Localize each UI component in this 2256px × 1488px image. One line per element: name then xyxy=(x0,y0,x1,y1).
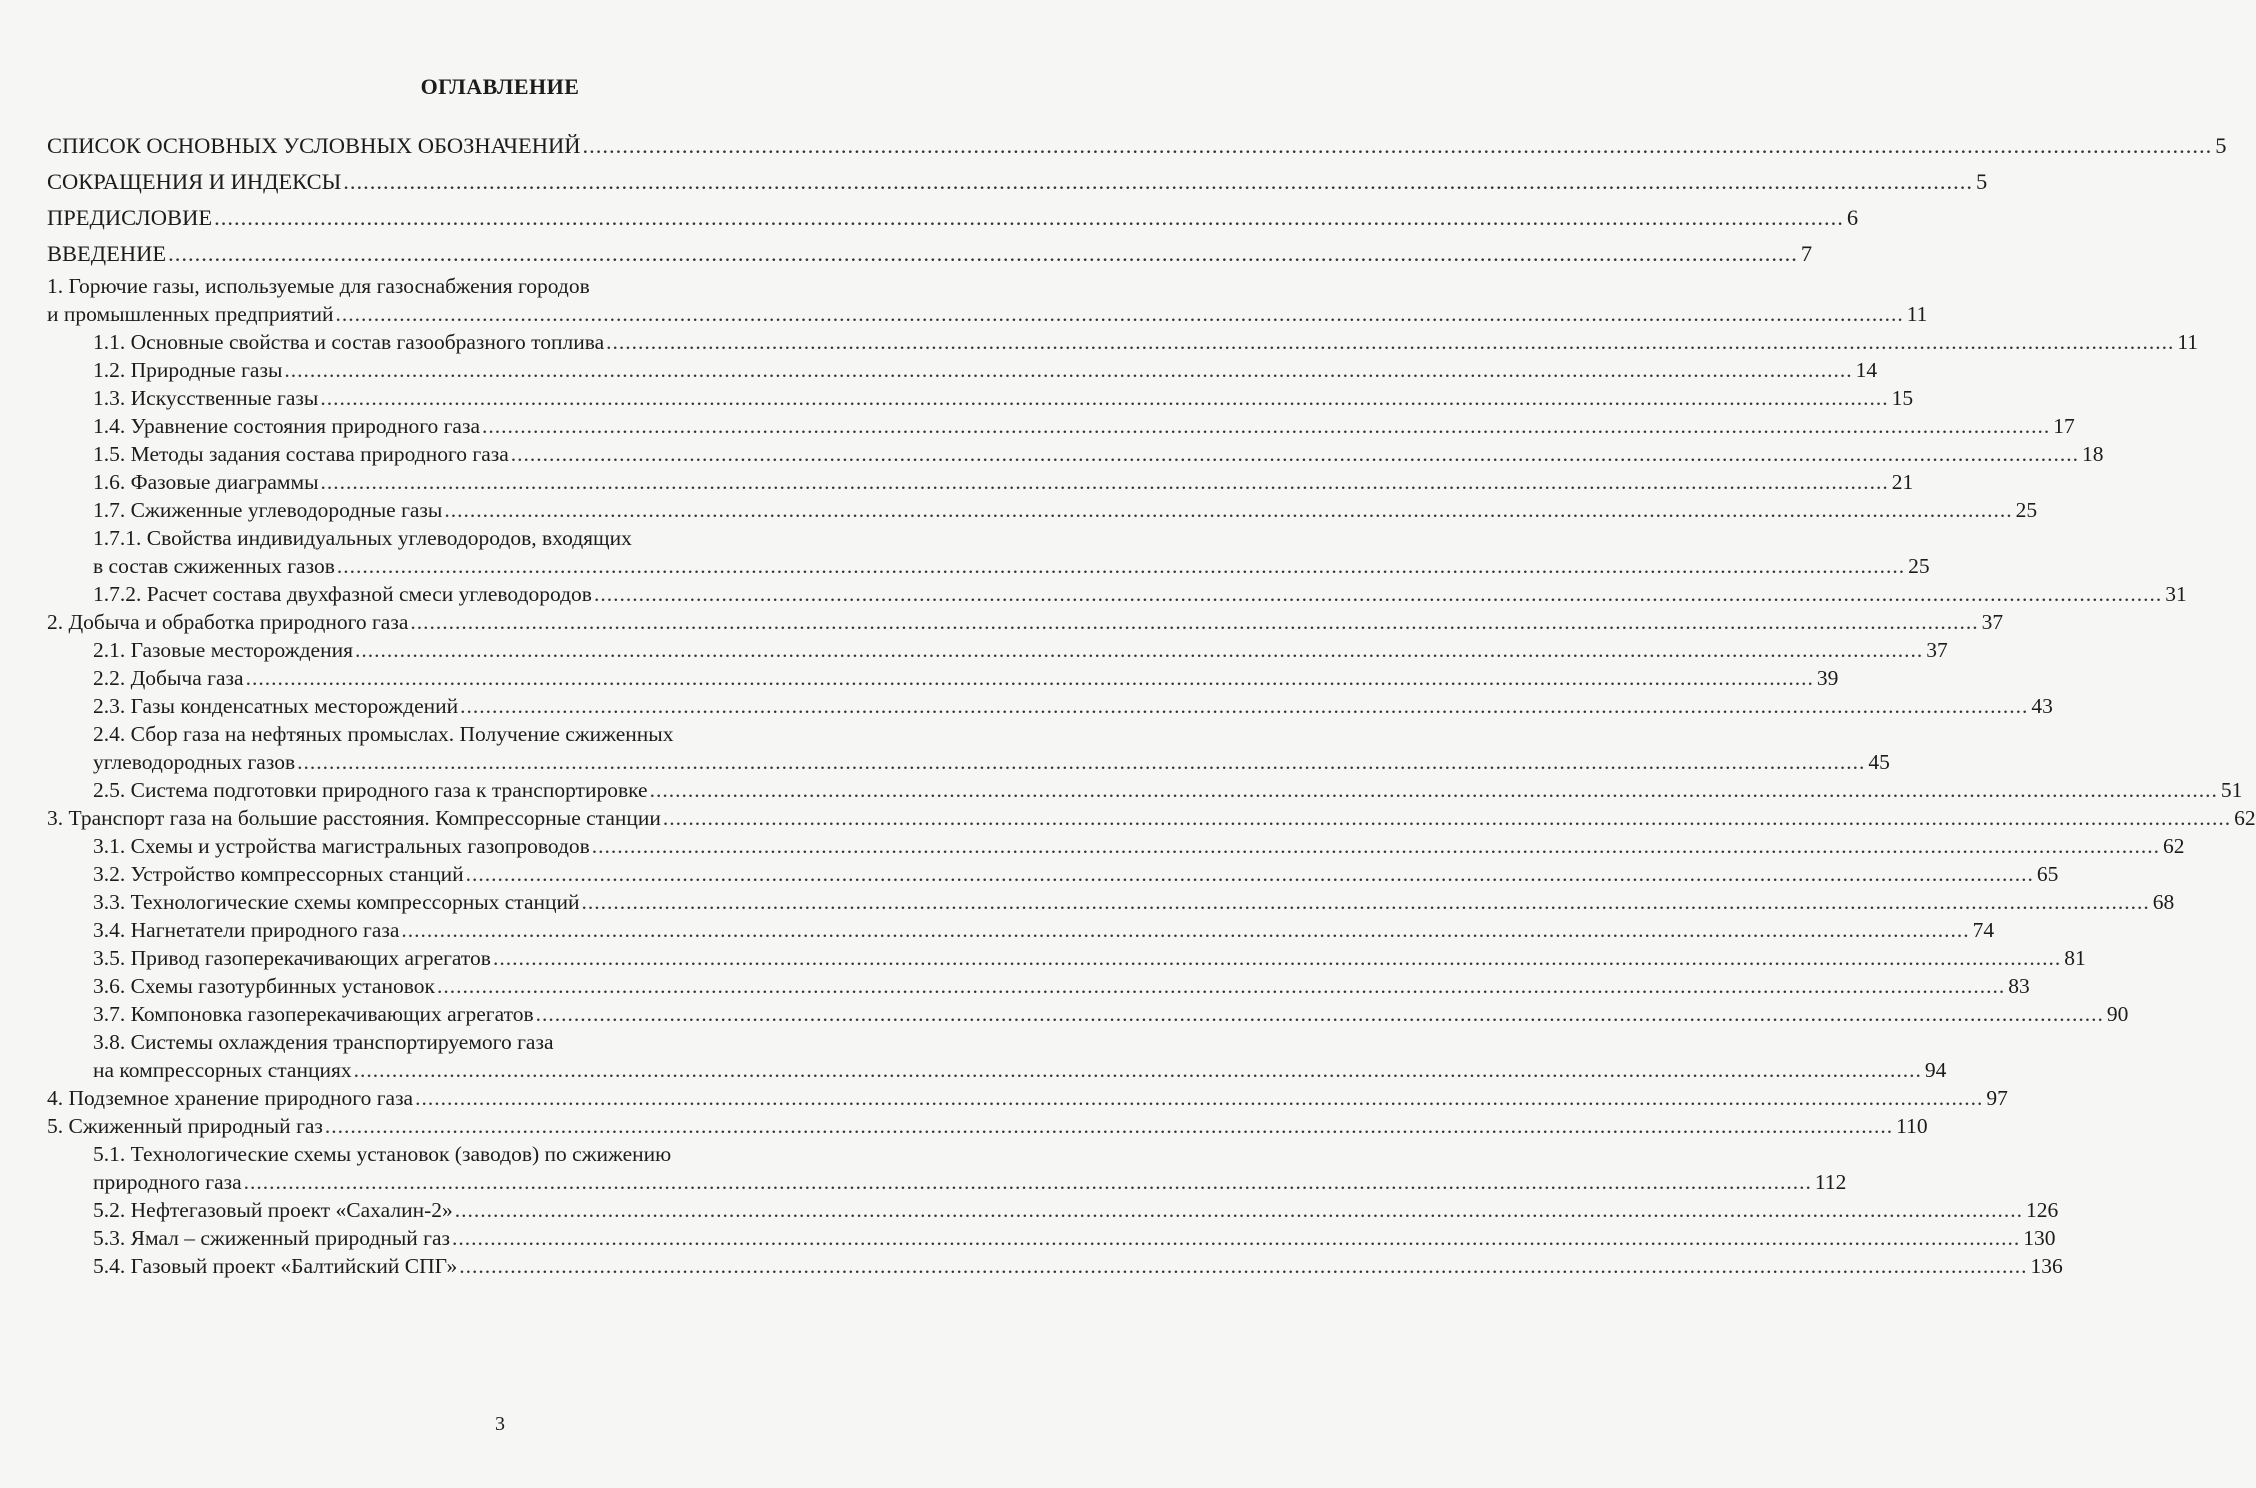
toc-entry[interactable] xyxy=(47,1084,2008,1112)
toc-entry-page: 65 xyxy=(2036,862,2059,886)
dot-leader: ...................................................................................................................................................................................................................................................... xyxy=(320,386,1889,410)
toc-entry-row xyxy=(93,1196,2059,1224)
toc-entry-row xyxy=(47,608,2004,636)
toc-entry[interactable] xyxy=(47,608,2004,636)
toc-entry-row xyxy=(47,300,1928,328)
toc-entry-row xyxy=(93,776,2243,804)
toc-entry-page: 130 xyxy=(2023,1226,2056,1250)
toc-entry-title: 4. Подземное хранение природного газа xyxy=(47,1086,414,1110)
toc-entry-title: 1.1. Основные свойства и состав газообразного топлива xyxy=(93,330,605,354)
toc-entry-page: 37 xyxy=(1981,610,2004,634)
toc-entry[interactable] xyxy=(47,664,1839,692)
toc-entry-row xyxy=(93,496,2038,524)
table-of-contents xyxy=(47,128,2256,1280)
toc-entry-row xyxy=(47,164,1988,200)
toc-entry-row xyxy=(47,1084,2008,1112)
dot-leader: ...................................................................................................................................................................................................................................................... xyxy=(649,778,2218,802)
toc-entry[interactable] xyxy=(47,832,2185,860)
toc-entry[interactable] xyxy=(47,972,2030,1000)
toc-entry[interactable] xyxy=(47,328,2199,356)
dot-leader: ...................................................................................................................................................................................................................................................... xyxy=(353,1058,1922,1082)
toc-entry-row xyxy=(93,944,2086,972)
toc-entry-title: 3.5. Привод газоперекачивающих агрегатов xyxy=(93,946,491,970)
toc-entry-title: углеводородных газов xyxy=(93,750,296,774)
toc-entry-row xyxy=(93,440,2104,468)
toc-entry-page: 97 xyxy=(1986,1086,2008,1110)
toc-entry-row xyxy=(93,356,1878,384)
toc-entry-title: 2.2. Добыча газа xyxy=(93,666,244,690)
toc-entry-row xyxy=(93,1252,2063,1280)
toc-entry-row xyxy=(93,748,1890,776)
dot-leader: ...................................................................................................................................................................................................................................................... xyxy=(482,414,2051,438)
toc-entry-row xyxy=(47,1112,1928,1140)
dot-leader: ...................................................................................................................................................................................................................................................... xyxy=(324,1114,1894,1138)
toc-entry-row xyxy=(47,236,1813,272)
toc-entry[interactable] xyxy=(47,720,1890,776)
dot-leader: ...................................................................................................................................................................................................................................................... xyxy=(297,750,1866,774)
toc-entry-title-line: 5.1. Технологические схемы установок (заводов) по сжижению xyxy=(93,1142,672,1166)
toc-entry-title: 2.5. Система подготовки природного газа к транспортировке xyxy=(93,778,648,802)
toc-entry-row xyxy=(93,552,1930,580)
toc-entry[interactable] xyxy=(47,944,2086,972)
toc-entry-row xyxy=(93,860,2059,888)
toc-entry-title: 3.7. Компоновка газоперекачивающих агрегатов xyxy=(93,1002,534,1026)
dot-leader: ...................................................................................................................................................................................................................................................... xyxy=(581,890,2150,914)
toc-entry-row xyxy=(93,1000,2129,1028)
toc-entry[interactable] xyxy=(47,1028,1947,1084)
dot-leader: ...................................................................................................................................................................................................................................................... xyxy=(510,442,2080,466)
toc-entry[interactable] xyxy=(47,384,1914,412)
toc-entry[interactable] xyxy=(47,636,1948,664)
toc-entry-title: 3.4. Нагнетатели природного газа xyxy=(93,918,400,942)
toc-entry-page: 110 xyxy=(1896,1114,1928,1138)
toc-entry-title: ПРЕДИСЛОВИЕ xyxy=(47,205,213,230)
toc-entry-page: 43 xyxy=(2031,694,2053,718)
toc-entry-page: 15 xyxy=(1891,386,1914,410)
dot-leader: ...................................................................................................................................................................................................................................................... xyxy=(245,666,1814,690)
toc-entry-row xyxy=(93,468,1914,496)
toc-entry[interactable] xyxy=(47,1224,2056,1252)
toc-entry-title-line: 3.8. Системы охлаждения транспортируемого газа xyxy=(93,1030,554,1054)
toc-entry-row xyxy=(47,128,2227,164)
dot-leader: ...................................................................................................................................................................................................................................................... xyxy=(320,470,1889,494)
dot-leader: ...................................................................................................................................................................................................................................................... xyxy=(465,862,2034,886)
dot-leader: ...................................................................................................................................................................................................................................................... xyxy=(593,582,2163,606)
toc-entry[interactable] xyxy=(47,356,1878,384)
toc-entry-title: СОКРАЩЕНИЯ И ИНДЕКСЫ xyxy=(47,169,342,194)
toc-entry[interactable] xyxy=(47,580,2187,608)
toc-entry[interactable] xyxy=(47,776,2243,804)
toc-entry-title: 2. Добыча и обработка природного газа xyxy=(47,610,409,634)
toc-entry-page: 7 xyxy=(1800,241,1813,266)
toc-entry[interactable] xyxy=(47,692,2053,720)
toc-entry-page: 112 xyxy=(1814,1170,1847,1194)
toc-entry-page: 62 xyxy=(2163,834,2185,858)
toc-entry-page: 25 xyxy=(1908,554,1930,578)
toc-entry-row xyxy=(93,888,2175,916)
toc-entry[interactable] xyxy=(47,128,2227,164)
dot-leader: ...................................................................................................................................................................................................................................................... xyxy=(591,834,2161,858)
toc-entry[interactable] xyxy=(47,916,1995,944)
toc-entry-row xyxy=(93,916,1995,944)
toc-entry-row xyxy=(93,1056,1947,1084)
toc-entry-row xyxy=(93,1168,1847,1196)
toc-entry[interactable] xyxy=(47,440,2104,468)
toc-entry-title: 5.4. Газовый проект «Балтийский СПГ» xyxy=(93,1254,458,1278)
toc-entry-title: 1.4. Уравнение состояния природного газа xyxy=(93,414,481,438)
toc-entry-title: 5. Сжиженный природный газ xyxy=(47,1114,323,1138)
toc-entry-page: 90 xyxy=(2106,1002,2129,1026)
toc-entry[interactable] xyxy=(47,468,1914,496)
toc-entry-page: 11 xyxy=(1906,302,1928,326)
dot-leader: ...................................................................................................................................................................................................................................................... xyxy=(460,694,2029,718)
toc-entry-page: 17 xyxy=(2053,414,2075,438)
toc-entry-page: 39 xyxy=(1816,666,1839,690)
toc-entry-title: 1.6. Фазовые диаграммы xyxy=(93,470,319,494)
toc-entry-title: ВВЕДЕНИЕ xyxy=(47,241,167,266)
toc-entry-page: 6 xyxy=(1846,205,1859,230)
dot-leader: ...................................................................................................................................................................................................................................................... xyxy=(492,946,2062,970)
toc-entry-title: 5.2. Нефтегазовый проект «Сахалин-2» xyxy=(93,1198,453,1222)
dot-leader: ...................................................................................................................................................................................................................................................... xyxy=(243,1170,1812,1194)
toc-entry-title: 3. Транспорт газа на большие расстояния. Компрессорные станции xyxy=(47,806,661,830)
toc-entry-page: 62 xyxy=(2234,806,2256,830)
dot-leader: ...................................................................................................................................................................................................................................................... xyxy=(535,1002,2104,1026)
toc-entry-title: 1.2. Природные газы xyxy=(93,358,283,382)
toc-entry[interactable] xyxy=(47,1252,2063,1280)
toc-entry-page: 74 xyxy=(1972,918,1995,942)
toc-entry-page: 25 xyxy=(2015,498,2038,522)
toc-entry-row xyxy=(93,1224,2056,1252)
toc-entry-title: 1.7.2. Расчет состава двухфазной смеси углеводородов xyxy=(93,582,592,606)
toc-entry-title: 5.3. Ямал – сжиженный природный газ xyxy=(93,1226,451,1250)
toc-entry-title: 1.7. Сжиженные углеводородные газы xyxy=(93,498,443,522)
toc-entry[interactable] xyxy=(47,164,1988,200)
toc-entry[interactable] xyxy=(47,200,1859,236)
dot-leader: ...................................................................................................................................................................................................................................................... xyxy=(214,205,1844,230)
dot-leader: ...................................................................................................................................................................................................................................................... xyxy=(343,169,1974,194)
dot-leader: ...................................................................................................................................................................................................................................................... xyxy=(606,330,2175,354)
dot-leader: ...................................................................................................................................................................................................................................................... xyxy=(336,554,1906,578)
toc-entry-title-line: 2.4. Сбор газа на нефтяных промыслах. Получение сжиженных xyxy=(93,722,674,746)
toc-entry[interactable] xyxy=(47,1140,1847,1196)
toc-entry-title: СПИСОК ОСНОВНЫХ УСЛОВНЫХ ОБОЗНАЧЕНИЙ xyxy=(47,133,581,158)
toc-entry[interactable] xyxy=(47,1000,2129,1028)
dot-leader: ...................................................................................................................................................................................................................................................... xyxy=(459,1254,2028,1278)
toc-entry-title: 1.3. Искусственные газы xyxy=(93,386,319,410)
dot-leader: ...................................................................................................................................................................................................................................................... xyxy=(444,498,2013,522)
dot-leader: ...................................................................................................................................................................................................................................................... xyxy=(410,610,1979,634)
toc-entry-title: 3.2. Устройство компрессорных станций xyxy=(93,862,464,886)
dot-leader: ...................................................................................................................................................................................................................................................... xyxy=(436,974,2006,998)
toc-entry-title-line: 1. Горючие газы, используемые для газоснабжения городов xyxy=(47,274,590,298)
toc-entry-page: 83 xyxy=(2008,974,2030,998)
toc-entry-title: 2.3. Газы конденсатных месторождений xyxy=(93,694,459,718)
toc-entry[interactable] xyxy=(47,272,1928,328)
toc-entry-row xyxy=(93,636,1948,664)
toc-entry-title: и промышленных предприятий xyxy=(47,302,334,326)
toc-entry[interactable] xyxy=(47,524,1930,580)
dot-leader: ...................................................................................................................................................................................................................................................... xyxy=(454,1198,2024,1222)
toc-entry-title: 3.3. Технологические схемы компрессорных станций xyxy=(93,890,580,914)
toc-entry-page: 94 xyxy=(1924,1058,1947,1082)
toc-entry-title: 2.1. Газовые месторождения xyxy=(93,638,353,662)
toc-entry[interactable] xyxy=(47,496,2038,524)
toc-entry-row xyxy=(93,384,1914,412)
dot-leader: ...................................................................................................................................................................................................................................................... xyxy=(582,133,2213,158)
toc-entry-row xyxy=(47,200,1859,236)
dot-leader: ...................................................................................................................................................................................................................................................... xyxy=(335,302,1904,326)
dot-leader: ...................................................................................................................................................................................................................................................... xyxy=(168,241,1798,266)
toc-entry[interactable] xyxy=(47,888,2175,916)
dot-leader: ...................................................................................................................................................................................................................................................... xyxy=(354,638,1924,662)
toc-entry-title: природного газа xyxy=(93,1170,242,1194)
toc-entry-page: 11 xyxy=(2177,330,2199,354)
toc-entry-row xyxy=(93,972,2030,1000)
dot-leader: ...................................................................................................................................................................................................................................................... xyxy=(415,1086,1984,1110)
dot-leader: ...................................................................................................................................................................................................................................................... xyxy=(401,918,1970,942)
toc-entry-row xyxy=(93,328,2199,356)
dot-leader: ...................................................................................................................................................................................................................................................... xyxy=(284,358,1853,382)
toc-entry-title: 1.5. Методы задания состава природного газа xyxy=(93,442,509,466)
toc-entry-row xyxy=(93,412,2075,440)
toc-entry[interactable] xyxy=(47,1196,2059,1224)
toc-entry[interactable] xyxy=(47,236,1813,272)
page-title: ОГЛАВЛЕНИЕ xyxy=(420,74,580,99)
toc-entry-title: в состав сжиженных газов xyxy=(93,554,335,578)
toc-entry-page: 81 xyxy=(2064,946,2086,970)
toc-entry-page: 21 xyxy=(1891,470,1914,494)
dot-leader: ...................................................................................................................................................................................................................................................... xyxy=(452,1226,2021,1250)
toc-entry-row xyxy=(93,580,2187,608)
toc-entry-row xyxy=(93,664,1839,692)
toc-entry-page: 37 xyxy=(1926,638,1948,662)
toc-entry[interactable] xyxy=(47,412,2075,440)
page-number: 3 xyxy=(495,1413,505,1435)
toc-entry-page: 18 xyxy=(2082,442,2104,466)
toc-entry[interactable] xyxy=(47,804,2256,832)
toc-entry-row xyxy=(93,692,2053,720)
toc-entry-row xyxy=(47,804,2256,832)
toc-entry-page: 45 xyxy=(1868,750,1890,774)
toc-entry-page: 126 xyxy=(2026,1198,2059,1222)
toc-entry-title: 3.1. Схемы и устройства магистральных газопроводов xyxy=(93,834,590,858)
toc-entry-page: 14 xyxy=(1855,358,1878,382)
toc-entry-title: на компрессорных станциях xyxy=(93,1058,352,1082)
toc-entry-page: 5 xyxy=(2215,133,2227,158)
toc-entry-title: 3.6. Схемы газотурбинных установок xyxy=(93,974,435,998)
dot-leader: ...................................................................................................................................................................................................................................................... xyxy=(662,806,2232,830)
toc-entry[interactable] xyxy=(47,860,2059,888)
toc-entry-row xyxy=(93,832,2185,860)
toc-entry-page: 68 xyxy=(2152,890,2175,914)
toc-entry[interactable] xyxy=(47,1112,1928,1140)
toc-entry-page: 136 xyxy=(2030,1254,2063,1278)
toc-entry-page: 31 xyxy=(2165,582,2187,606)
toc-entry-page: 51 xyxy=(2220,778,2243,802)
toc-entry-title-line: 1.7.1. Свойства индивидуальных углеводородов, входящих xyxy=(93,526,632,550)
toc-entry-page: 5 xyxy=(1976,169,1988,194)
